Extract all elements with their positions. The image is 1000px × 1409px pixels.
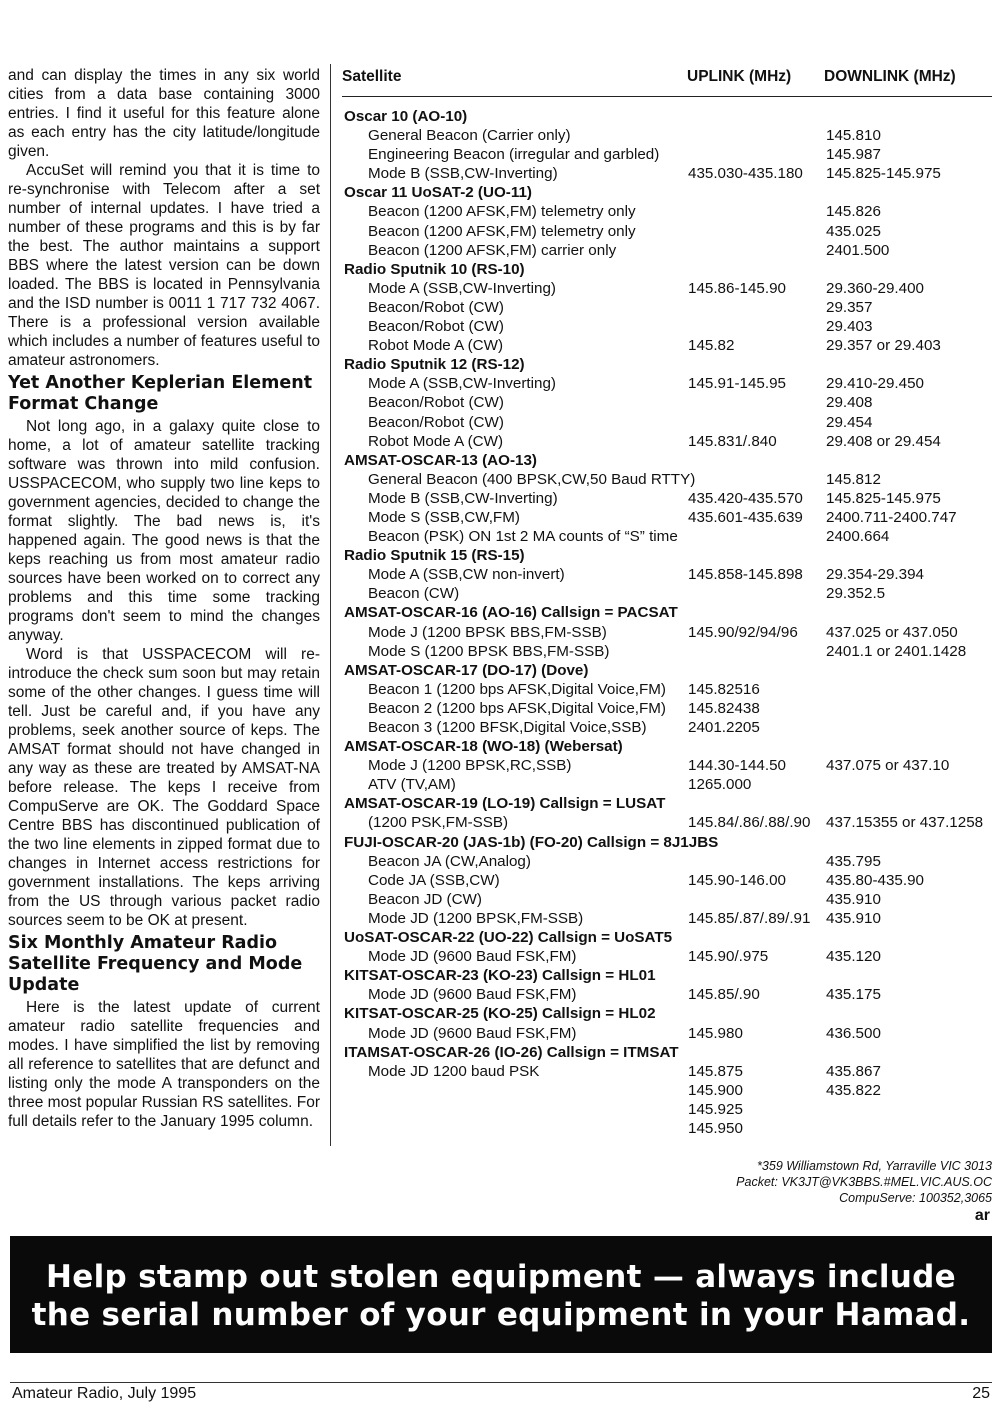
table-row [342, 947, 992, 966]
uplink-cell: 145.875 [688, 1062, 743, 1080]
satellite-name-cell: Mode JD (9600 Baud FSK,FM) [368, 948, 577, 966]
table-row [342, 527, 992, 546]
left-column [8, 66, 320, 1131]
uplink-cell: 145.82 [688, 337, 735, 355]
downlink-cell: 145.810 [826, 127, 881, 145]
satellite-name-cell: Radio Sputnik 15 (RS-15) [344, 547, 525, 565]
downlink-cell: 29.408 [826, 394, 873, 412]
satellite-name-cell: AMSAT-OSCAR-17 (DO-17) (Dove) [344, 661, 589, 679]
uplink-cell: 145.925 [688, 1100, 743, 1118]
downlink-cell: 29.357 or 29.403 [826, 337, 941, 355]
downlink-cell: 29.408 or 29.454 [826, 432, 941, 450]
satellite-name-cell: KITSAT-OSCAR-25 (KO-25) Callsign = HL02 [344, 1005, 656, 1023]
downlink-cell: 435.025 [826, 222, 881, 240]
heading-six-monthly: Six Monthly Amateur Radio Satellite Frequency and Mode Update [8, 933, 303, 995]
end-mark: ar [974, 1207, 990, 1224]
table-row [342, 126, 992, 145]
table-row [342, 279, 992, 298]
table-row [342, 642, 992, 661]
uplink-cell: 144.30-144.50 [688, 757, 786, 775]
satellite-name-cell: General Beacon (Carrier only) [368, 127, 571, 145]
table-row [342, 489, 992, 508]
satellite-name-cell: Radio Sputnik 10 (RS-10) [344, 260, 525, 278]
address-packet: Packet: VK3JT@VK3BBS.#MEL.VIC.AUS.OC [736, 1175, 992, 1189]
satellite-name-cell: AMSAT-OSCAR-18 (WO-18) (Webersat) [344, 738, 623, 756]
satellite-row [342, 1043, 992, 1062]
satellite-row [342, 183, 992, 202]
satellite-name-cell: Radio Sputnik 12 (RS-12) [344, 356, 525, 374]
header-satellite: Satellite [342, 68, 402, 85]
uplink-cell: 145.85/.90 [688, 986, 760, 1004]
downlink-cell: 29.403 [826, 318, 873, 336]
downlink-cell: 29.354-29.394 [826, 566, 924, 584]
satellite-name-cell: Oscar 11 UoSAT-2 (UO-11) [344, 184, 532, 202]
table-row [342, 1081, 992, 1100]
table-row [342, 470, 992, 489]
footer-rule [10, 1382, 992, 1383]
paragraph-word: Word is that USSPACECOM will re-introduce the check sum soon but may retain some of the other changes. I guess time will tell. Just be careful and, if you have any problems, seek another source of keps. The AMSAT format should not have changed in any way as these are treated by AMSAT-NA before release. The keps I receive from CompuServe are OK. The Goddard Space Centre BBS has discontinued publication of the two line elements in zipped format due to changes in Internet access restrictions for government installations. The keps arriving from the US through various packet radio sources seem to be OK at present. [8, 646, 320, 929]
satellite-name-cell: Mode J (1200 BPSK,RC,SSB) [368, 757, 572, 775]
table-row [342, 680, 992, 699]
downlink-cell: 29.410-29.450 [826, 375, 924, 393]
downlink-cell: 437.075 or 437.10 [826, 757, 950, 775]
paragraph-galaxy: Not long ago, in a galaxy quite close to home, a lot of amateur satellite tracking software was thrown into mild confusion. USSPACECOM, who supply two line keps to government agencies, decided to change the format slightly. The bad news is, it's happened again. The good news is that the keps reaching us from most amateur radio sources have been worked on to correct any problems and this time some tracking programs don't seem to mind the changes anyway. [8, 418, 320, 644]
table-row [342, 565, 992, 584]
table-row [342, 584, 992, 603]
uplink-cell: 435.030-435.180 [688, 165, 803, 183]
downlink-cell: 2400.711-2400.747 [826, 508, 957, 526]
downlink-cell: 435.120 [826, 948, 881, 966]
column-divider [330, 64, 331, 1146]
uplink-cell: 145.90/92/94/96 [688, 623, 798, 641]
uplink-cell: 145.858-145.898 [688, 566, 803, 584]
satellite-name-cell: Beacon/Robot (CW) [368, 394, 504, 412]
author-address [736, 1158, 992, 1206]
table-row [342, 508, 992, 527]
satellite-name-cell: Robot Mode A (CW) [368, 337, 504, 355]
frequency-table [342, 64, 992, 1138]
table-row [342, 1062, 992, 1081]
downlink-cell: 2400.664 [826, 528, 890, 546]
downlink-cell: 437.025 or 437.050 [826, 623, 958, 641]
satellite-name-cell: Mode JD (9600 Baud FSK,FM) [368, 986, 577, 1004]
banner-line-1: Help stamp out stolen equipment — always include [46, 1259, 956, 1295]
downlink-cell: 435.822 [826, 1081, 881, 1099]
paragraph-intro: and can display the times in any six world cities from a data base containing 3000 entries. I find it useful for this feature alone as each entry has the city latitude/longitude given. [8, 67, 320, 160]
satellite-name-cell: Beacon (1200 AFSK,FM) telemetry only [368, 222, 636, 240]
satellite-row [342, 833, 992, 852]
header-uplink: UPLINK (MHz) [687, 68, 792, 85]
downlink-cell: 2401.1 or 2401.1428 [826, 642, 967, 660]
downlink-cell: 435.795 [826, 852, 881, 870]
satellite-name-cell: Mode A (SSB,CW-Inverting) [368, 375, 556, 393]
table-row [342, 985, 992, 1004]
downlink-cell: 29.360-29.400 [826, 279, 924, 297]
uplink-cell: 145.82438 [688, 699, 760, 717]
satellite-name-cell: Engineering Beacon (irregular and garbled) [368, 146, 660, 164]
satellite-row [342, 107, 992, 126]
uplink-cell: 145.950 [688, 1119, 743, 1137]
address-street: *359 Williamstown Rd, Yarraville VIC 3013 [757, 1159, 992, 1173]
banner-line-2: the serial number of your equipment in your Hamad. [31, 1297, 971, 1333]
table-row [342, 413, 992, 432]
uplink-cell: 145.831/.840 [688, 432, 777, 450]
uplink-cell: 1265.000 [688, 776, 752, 794]
satellite-name-cell: Beacon (1200 AFSK,FM) telemetry only [368, 203, 636, 221]
satellite-name-cell: Beacon (PSK) ON 1st 2 MA counts of “S” time [368, 528, 678, 546]
table-row [342, 623, 992, 642]
satellite-name-cell: Beacon 1 (1200 bps AFSK,Digital Voice,FM) [368, 680, 666, 698]
satellite-name-cell: Beacon JA (CW,Analog) [368, 852, 531, 870]
uplink-cell: 145.86-145.90 [688, 279, 786, 297]
table-row [342, 852, 992, 871]
satellite-row [342, 451, 992, 470]
satellite-row [342, 794, 992, 813]
downlink-cell: 435.867 [826, 1062, 881, 1080]
address-compuserve: CompuServe: 100352,3065 [839, 1191, 992, 1205]
satellite-name-cell: Mode A (SSB,CW non-invert) [368, 566, 565, 584]
table-row [342, 202, 992, 221]
satellite-name-cell: AMSAT-OSCAR-16 (AO-16) Callsign = PACSAT [344, 604, 678, 622]
downlink-cell: 145.987 [826, 146, 881, 164]
table-row [342, 317, 992, 336]
table-row [342, 775, 992, 794]
satellite-name-cell: Robot Mode A (CW) [368, 432, 504, 450]
satellite-name-cell: Beacon/Robot (CW) [368, 413, 504, 431]
satellite-row [342, 928, 992, 947]
satellite-name-cell: Beacon (1200 AFSK,FM) carrier only [368, 241, 617, 259]
satellite-name-cell: Mode A (SSB,CW-Inverting) [368, 279, 556, 297]
satellite-name-cell: General Beacon (400 BPSK,CW,50 Baud RTTY) [368, 470, 696, 488]
downlink-cell: 437.15355 or 437.1258 [826, 814, 984, 832]
table-row [342, 813, 992, 832]
satellite-name-cell: ATV (TV,AM) [368, 776, 456, 794]
satellite-name-cell: Beacon JD (CW) [368, 890, 482, 908]
uplink-cell: 145.91-145.95 [688, 375, 786, 393]
table-row [342, 241, 992, 260]
satellite-name-cell: Beacon 3 (1200 BFSK,Digital Voice,SSB) [368, 719, 647, 736]
satellite-row [342, 661, 992, 680]
table-row [342, 222, 992, 241]
paragraph-update: Here is the latest update of current amateur radio satellite frequencies and modes. I have simplified the list by removing all reference to satellites that are defunct and listing only the mode A transponders on the three most popular Russian RS satellites. For full details refer to the January 1995 column. [8, 999, 320, 1130]
table-row [342, 756, 992, 775]
table-row [342, 145, 992, 164]
table-header [342, 64, 992, 97]
satellite-name-cell: Beacon/Robot (CW) [368, 318, 504, 336]
paragraph-accuset: AccuSet will remind you that it is time to re-synchronise with Telecom after a set number of internal updates. I have tried a number of these programs and this is by far the best. The author maintains a support BBS where the latest version can be down loaded. The BBS is located in Pennsylvania and the ISD number is 0011 1 717 732 4067. There is a professional version available which includes a number of features useful to amateur astronomers. [8, 162, 320, 369]
table-row [342, 336, 992, 355]
uplink-cell: 145.980 [688, 1024, 743, 1042]
downlink-cell: 436.500 [826, 1024, 881, 1042]
downlink-cell: 29.454 [826, 413, 873, 431]
heading-keplerian: Yet Another Keplerian Element Format Change [8, 373, 313, 414]
satellite-row [342, 603, 992, 622]
downlink-cell: 435.80-435.90 [826, 871, 924, 889]
satellite-name-cell: AMSAT-OSCAR-13 (AO-13) [344, 451, 537, 469]
footer-publication: Amateur Radio, July 1995 [12, 1385, 197, 1402]
downlink-cell: 435.910 [826, 890, 881, 908]
table-row [342, 909, 992, 928]
satellite-name-cell: Mode JD 1200 baud PSK [368, 1062, 540, 1080]
uplink-cell: 145.90/.975 [688, 948, 769, 966]
satellite-name-cell: KITSAT-OSCAR-23 (KO-23) Callsign = HL01 [344, 967, 656, 985]
footer-page-number: 25 [972, 1385, 990, 1402]
downlink-cell: 145.826 [826, 203, 881, 221]
table-row [342, 699, 992, 718]
table-row [342, 298, 992, 317]
satellite-name-cell: Mode S (1200 BPSK BBS,FM-SSB) [368, 642, 610, 660]
satellite-name-cell: Beacon/Robot (CW) [368, 298, 504, 316]
satellite-row [342, 1004, 992, 1023]
table-row [342, 718, 992, 737]
uplink-cell: 145.85/.87/.89/.91 [688, 909, 811, 927]
satellite-name-cell: FUJI-OSCAR-20 (JAS-1b) (FO-20) Callsign = 8J1JBS [344, 833, 719, 851]
uplink-cell: 145.900 [688, 1081, 743, 1099]
downlink-cell: 435.910 [826, 909, 881, 927]
table-row [342, 890, 992, 909]
downlink-cell: 2401.500 [826, 241, 890, 259]
satellite-name-cell: Beacon (CW) [368, 585, 460, 603]
table-row [342, 871, 992, 890]
satellite-name-cell: Mode JD (1200 BPSK,FM-SSB) [368, 909, 584, 927]
stolen-equipment-banner [10, 1236, 992, 1353]
satellite-row [342, 355, 992, 374]
downlink-cell: 145.825-145.975 [826, 489, 941, 507]
downlink-cell: 29.352.5 [826, 585, 886, 603]
downlink-cell: 435.175 [826, 986, 881, 1004]
satellite-name-cell: Oscar 10 (AO-10) [344, 108, 468, 125]
table-row [342, 1024, 992, 1043]
satellite-name-cell: Beacon 2 (1200 bps AFSK,Digital Voice,FM) [368, 699, 666, 717]
satellite-name-cell: UoSAT-OSCAR-22 (UO-22) Callsign = UoSAT5 [344, 929, 673, 947]
table-row [342, 1100, 992, 1119]
downlink-cell: 145.825-145.975 [826, 165, 941, 183]
table-row [342, 1119, 992, 1138]
uplink-cell: 145.90-146.00 [688, 871, 786, 889]
uplink-cell: 2401.2205 [688, 719, 760, 736]
header-downlink: DOWNLINK (MHz) [824, 68, 956, 85]
satellite-name-cell: (1200 PSK,FM-SSB) [368, 814, 509, 832]
satellite-name-cell: Code JA (SSB,CW) [368, 871, 500, 889]
table-row [342, 393, 992, 412]
satellite-name-cell: Mode B (SSB,CW-Inverting) [368, 165, 558, 183]
satellite-name-cell: Mode S (SSB,CW,FM) [368, 508, 520, 526]
satellite-name-cell: Mode J (1200 BPSK BBS,FM-SSB) [368, 623, 607, 641]
table-row [342, 432, 992, 451]
satellite-name-cell: ITAMSAT-OSCAR-26 (IO-26) Callsign = ITMSAT [344, 1043, 679, 1061]
satellite-name-cell: Mode JD (9600 Baud FSK,FM) [368, 1024, 577, 1042]
uplink-cell: 435.601-435.639 [688, 508, 803, 526]
satellite-row [342, 546, 992, 565]
downlink-cell: 29.357 [826, 298, 873, 316]
uplink-cell: 145.82516 [688, 680, 760, 698]
downlink-cell: 145.812 [826, 470, 881, 488]
satellite-row [342, 260, 992, 279]
satellite-row [342, 737, 992, 756]
uplink-cell: 145.84/.86/.88/.90 [688, 814, 811, 832]
uplink-cell: 435.420-435.570 [688, 489, 803, 507]
satellite-name-cell: AMSAT-OSCAR-19 (LO-19) Callsign = LUSAT [344, 795, 666, 813]
satellite-row [342, 966, 992, 985]
table-row [342, 374, 992, 393]
satellite-name-cell: Mode B (SSB,CW-Inverting) [368, 489, 558, 507]
table-body [342, 107, 992, 1138]
table-row [342, 164, 992, 183]
